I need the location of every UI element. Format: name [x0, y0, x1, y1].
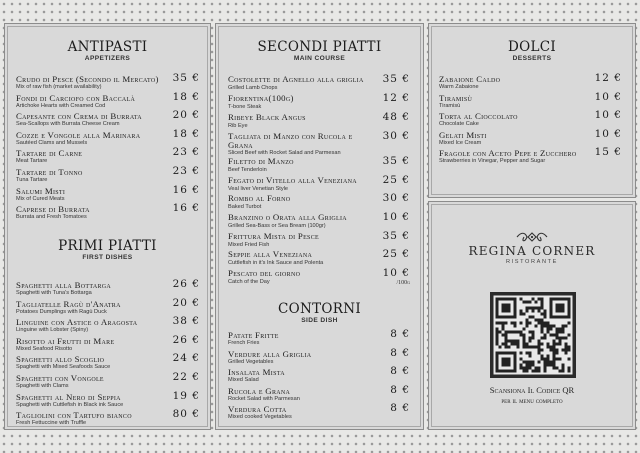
menu-item: [439, 148, 622, 166]
menu-item-description: Rib Eye: [228, 123, 248, 129]
menu-item-description: French Fries: [228, 340, 260, 346]
menu-item: [16, 74, 200, 92]
antipasti-subtitle: APPETIZERS: [84, 55, 131, 62]
menu-item-name: Filetto di Manzo: [228, 156, 294, 166]
primi-subtitle: FIRST DISHES: [82, 254, 133, 261]
menu-item-description: Sautéed Clams and Mussels: [16, 139, 88, 146]
menu-item-price: 80 €: [172, 408, 200, 421]
menu-item-price: 35 €: [382, 73, 410, 85]
menu-item: [228, 404, 410, 422]
dolci-panel: [428, 23, 636, 198]
menu-item-name: Capesante con Crema di Burrata: [16, 111, 142, 122]
menu-item: [228, 346, 410, 367]
menu-item-price: 18 €: [172, 90, 200, 103]
menu-item-description: Burrata and Fresh Tomatoes: [16, 214, 87, 221]
menu-item-description: Catch of the Day: [228, 279, 270, 285]
menu-item: [439, 74, 622, 92]
menu-item: [439, 111, 622, 129]
menu-item-name: Costolette di Agnello alla griglia: [228, 74, 364, 84]
menu-item-price-unit: /100g: [396, 280, 410, 286]
qr-caption-line1: Scansiona Il Codice QR: [489, 385, 575, 395]
menu-item: [16, 296, 200, 317]
menu-item-name: Cozze e Vongole alla Marinara: [16, 129, 141, 140]
menu-item-description: Veal liver Venetian Style: [228, 186, 289, 192]
menu-item: [228, 330, 410, 348]
menu-item-description: Spaghetti with Cuttlefish in Black ink Sauce: [16, 401, 124, 408]
menu-item: [16, 333, 200, 354]
menu-item-price: 23 €: [172, 146, 200, 159]
menu-item-description: T-bone Steak: [228, 104, 262, 110]
menu-item-price: 35 €: [382, 230, 410, 242]
menu-item-description: Beef Tenderloin: [228, 167, 267, 173]
menu-item-name: Spaghetti allo Scoglio: [16, 354, 105, 365]
menu-item-name: Pescato del giorno: [228, 268, 301, 278]
menu-item-name: Tartare di Tonno: [16, 167, 83, 177]
menu-item-description: Cuttlefish in it's Ink Sauce and Polenta: [228, 260, 324, 266]
menu-item-name: Rombo al Forno: [228, 193, 291, 203]
menu-item-description: Spaghetti with Clams: [16, 383, 69, 389]
menu-item-price: 15 €: [594, 146, 622, 159]
menu-item: [228, 94, 410, 112]
menu-item-name: Salumi Misti: [16, 185, 66, 196]
menu-item-name: Tartare di Carne: [16, 148, 83, 159]
menu-item-price: 16 €: [172, 202, 200, 215]
menu-item-name: Zabaione Caldo: [439, 74, 501, 84]
menu-item: [16, 183, 200, 204]
menu-item: [228, 113, 410, 131]
menu-item: [228, 383, 410, 404]
menu-item-name: Tagliata di Manzo con Rucola e Grana: [228, 131, 353, 150]
contorni-subtitle: SIDE DISH: [301, 317, 338, 324]
contorni-title: CONTORNI: [278, 301, 361, 317]
menu-item: [228, 269, 410, 287]
menu-item-name: Caprese di Burrata: [16, 204, 90, 215]
menu-item-price: 10 €: [382, 267, 410, 279]
menu-item-price: 19 €: [172, 389, 200, 402]
menu-item-description: Sea-Scallops with Burrata Cheese Cream: [16, 121, 120, 128]
menu-item-name: Frittura Mista di Pesce: [228, 231, 319, 241]
secondi-title: SECONDI PIATTI: [257, 39, 382, 55]
dolci-title: DOLCI: [507, 39, 557, 55]
menu-item-description: Potatoes Dumplings with Ragù Duck: [16, 308, 107, 315]
menu-item: [228, 157, 410, 175]
menu-item-name: Verdura Cotta: [228, 404, 287, 415]
menu-item-description: Artichoke Hearts with Creamed Cod: [16, 102, 106, 109]
menu-item-description: Mixed cooked Vegetables: [228, 414, 292, 421]
menu-item: [16, 167, 200, 185]
brand-subtitle: RISTORANTE: [506, 259, 558, 265]
menu-item-description: Linguine with Lobster (Spiny): [16, 327, 89, 334]
menu-item-price: 8 €: [390, 346, 410, 359]
menu-item-description: Meat Tartare: [16, 158, 48, 165]
menu-item: [228, 250, 410, 268]
menu-item-price: 23 €: [172, 165, 200, 177]
menu-item-name: Branzino o Orata alla Griglia: [228, 212, 347, 222]
menu-item: [16, 111, 200, 129]
menu-item-price: 10 €: [594, 127, 622, 140]
qr-caption-line2: per il menu completo: [501, 396, 563, 405]
menu-item-price: 12 €: [382, 92, 410, 104]
secondi-contorni-panel: [215, 23, 424, 430]
menu-item-name: Risotto ai Frutti di Mare: [16, 335, 115, 346]
menu-item-name: Spaghetti alla Bottarga: [16, 280, 112, 290]
menu-item: [16, 90, 200, 111]
menu-item-name: Fegato di Vitello alla Veneziana: [228, 175, 357, 185]
menu-item-description: Warm Zabaione: [439, 84, 479, 90]
menu-item-name: Insalata Mista: [228, 367, 285, 378]
menu-item-price: 10 €: [382, 211, 410, 223]
menu-item-price: 8 €: [390, 365, 410, 378]
primi-title: PRIMI PIATTI: [58, 238, 157, 254]
menu-item-price: 20 €: [172, 109, 200, 122]
brand-panel: [428, 201, 636, 430]
menu-item-name: Rucola e Grana: [228, 385, 291, 396]
menu-item-price: 38 €: [172, 315, 200, 328]
menu-item: [16, 410, 200, 428]
menu-item: [16, 280, 200, 298]
menu-item-price: 35 €: [382, 155, 410, 167]
menu-item-description: Grilled Vegetables: [228, 358, 274, 365]
menu-item-name: Crudo di Pesce (Secondo il Mercato): [16, 74, 159, 84]
menu-item-name: Verdure alla Griglia: [228, 348, 312, 359]
brand-name: REGINA CORNER: [468, 244, 596, 258]
menu-item-name: Patate Fritte: [228, 330, 279, 340]
menu-item-description: Spaghetti with Mixed Seafoods Sauce: [16, 364, 111, 371]
menu-item-price: 24 €: [172, 352, 200, 365]
menu-item: [228, 213, 410, 231]
menu-item: [16, 148, 200, 166]
menu-item-description: Grilled Lamb Chops: [228, 85, 278, 91]
menu-item-name: Fragole con Aceto Pepe e Zucchero: [439, 148, 577, 159]
menu-item: [439, 127, 622, 148]
menu-item-price: 12 €: [594, 72, 622, 84]
menu-item: [16, 127, 200, 148]
menu-item-description: Tuna Tartare: [16, 177, 48, 183]
secondi-subtitle: MAIN COURSE: [293, 55, 346, 62]
menu-item-price: 25 €: [382, 174, 410, 186]
antipasti-primi-panel: [4, 23, 211, 430]
menu-item-name: Fiorentina(100g): [228, 93, 294, 103]
menu-item-description: Baked Turbot: [228, 204, 262, 210]
menu-item-description: Mixed Fried Fish: [228, 242, 270, 248]
menu-item-price: 8 €: [390, 383, 410, 396]
menu-item-price: 20 €: [172, 296, 200, 309]
menu-item-price: 8 €: [390, 328, 410, 340]
menu-item-description: Mix of raw fish (market availability): [16, 84, 102, 90]
menu-item-name: Tagliolini con Tartufo bianco: [16, 410, 132, 421]
menu-item-description: Sliced Beef with Rocket Salad and Parmesan: [228, 150, 341, 156]
menu-item-price: 30 €: [382, 192, 410, 204]
menu-item: [16, 204, 200, 222]
menu-item: [439, 90, 622, 111]
menu-item-price: 8 €: [390, 402, 410, 415]
menu-item-description: Fresh Fettuccine with Truffle: [16, 420, 87, 427]
menu-item-description: Rocket Salad with Parmesan: [228, 395, 300, 402]
antipasti-title: ANTIPASTI: [67, 39, 148, 55]
menu-item-description: Strawberries in Vinegar, Pepper and Sugar: [439, 158, 546, 165]
menu-item-price: 10 €: [594, 90, 622, 103]
menu-item: [16, 373, 200, 391]
menu-item-description: Tiramisù: [439, 102, 461, 109]
menu-item-description: Mixed Seafood Risotto: [16, 345, 73, 352]
menu-item: [16, 317, 200, 335]
menu-item-name: Linguine con Astice o Aragosta: [16, 317, 138, 328]
menu-item-price: 30 €: [382, 130, 410, 142]
menu-item: [228, 367, 410, 385]
menu-item-price: 26 €: [172, 333, 200, 346]
menu-item-name: Spaghetti con Vongole: [16, 373, 104, 383]
menu-item-price: 18 €: [172, 127, 200, 140]
menu-item: [16, 389, 200, 410]
menu-item: [16, 354, 200, 372]
menu-item-name: Tiramisù: [439, 92, 473, 103]
qr-code-icon[interactable]: [490, 292, 576, 378]
menu-item-name: Torta al Cioccolato: [439, 111, 518, 122]
menu-item-name: Tagliatelle Ragù d'Anatra: [16, 298, 121, 309]
menu-item: [228, 130, 410, 156]
menu-item-description: Mixed Ice Cream: [439, 139, 482, 146]
menu-item-price: 25 €: [382, 248, 410, 260]
menu-item-name: Fondi di Carciofo con Baccalà: [16, 92, 136, 103]
menu-item-name: Ribeye Black Angus: [228, 112, 306, 122]
menu-item-price: 16 €: [172, 183, 200, 196]
menu-item-price: 48 €: [382, 111, 410, 123]
menu-item-description: Grilled Sea-Bass or Sea Bream (100gr): [228, 223, 326, 229]
menu-item: [228, 194, 410, 212]
menu-item-name: Seppie alla Veneziana: [228, 249, 313, 259]
menu-item-name: Spaghetti al Nero di Seppia: [16, 391, 121, 402]
dolci-subtitle: DESSERTS: [512, 55, 552, 62]
menu-item: [228, 75, 410, 93]
menu-item-description: Mixed Salad: [228, 377, 259, 384]
menu-item-description: Spaghetti with Tuna's Bottarga: [16, 290, 92, 296]
menu-item-name: Gelati Misti: [439, 129, 487, 140]
menu-item-description: Chocolate Cake: [439, 121, 479, 128]
menu-item-price: 35 €: [172, 72, 200, 84]
menu-item-price: 22 €: [172, 371, 200, 383]
menu-item-price: 10 €: [594, 109, 622, 122]
menu-item-price: 26 €: [172, 278, 200, 290]
menu-item-description: Mix of Cured Meats: [16, 195, 65, 202]
